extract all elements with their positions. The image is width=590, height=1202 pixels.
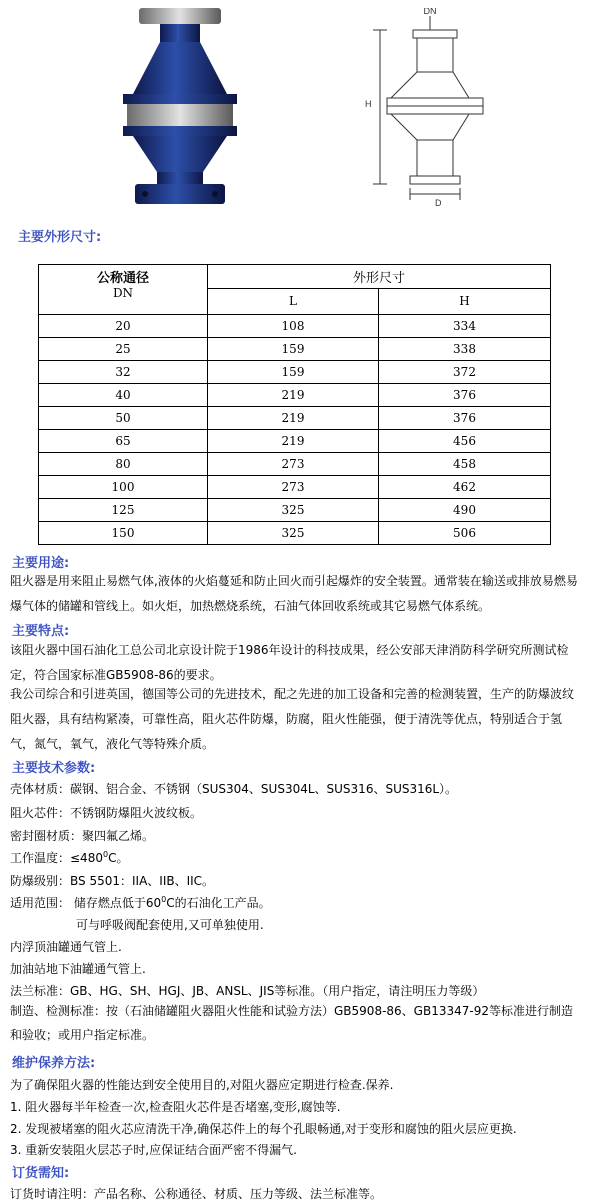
cell-h: 372	[379, 361, 551, 384]
table-row	[39, 338, 551, 361]
cell-dn: 100	[39, 476, 208, 499]
cell-h: 458	[379, 453, 551, 476]
cell-h: 338	[379, 338, 551, 361]
table-row	[39, 499, 551, 522]
param-scope-2: 可与呼吸阀配套使用,又可单独使用.	[76, 918, 264, 932]
cell-dn: 40	[39, 384, 208, 407]
cell-h: 334	[379, 315, 551, 338]
cell-l: 325	[208, 499, 379, 522]
cell-dn: 125	[39, 499, 208, 522]
section-heading-dimensions: 主要外形尺寸:	[18, 230, 102, 245]
maintenance-item-3: 3. 重新安装阻火层芯子时,应保证结合面严密不得漏气.	[10, 1143, 297, 1157]
drawing-label-dn: DN	[423, 8, 437, 16]
cell-h: 506	[379, 522, 551, 545]
features-text-1: 该阻火器中国石油化工总公司北京设计院于1986年设计的科技成果，经公安部天津消防科学研究所测试检定，符合国家标准GB5908-86的要求。	[10, 643, 569, 682]
param-scope-3: 内浮顶油罐通气管上.	[10, 940, 122, 954]
cell-l: 219	[208, 384, 379, 407]
section-heading-features: 主要特点:	[12, 624, 70, 639]
param-scope: 适用范围： 储存燃点低于$60^0C$的石油化工产品。	[10, 895, 271, 910]
table-row	[39, 453, 551, 476]
table-row	[39, 361, 551, 384]
cell-l: 219	[208, 407, 379, 430]
cell-h: 376	[379, 407, 551, 430]
use-text: 阻火器是用来阻止易燃气体,液体的火焰蔓延和防止回火而引起爆炸的安全装置。通常装在输送或排放易燃易爆气体的储罐和管线上。如火炬，加热燃烧系统，石油气体回收系统或其它易燃气体系统。	[10, 574, 578, 613]
param-core: 阻火芯件：不锈钢防爆阻火波纹板。	[10, 806, 203, 820]
param-shell: 壳体材质：碳钢、铝合金、不锈钢（SUS304、SUS304L、SUS316、SUS316L）。	[10, 782, 458, 796]
cell-dn: 80	[39, 453, 208, 476]
cell-l: 159	[208, 361, 379, 384]
header-h: H	[379, 288, 551, 314]
cell-h: 490	[379, 499, 551, 522]
maintenance-item-1: 1. 阻火器每半年检查一次,检查阻火芯件是否堵塞,变形,腐蚀等.	[10, 1100, 341, 1114]
dimensions-table	[38, 264, 551, 545]
table-row	[39, 315, 551, 338]
table-row	[39, 476, 551, 499]
table-row	[39, 407, 551, 430]
product-photo	[115, 2, 245, 212]
cell-l: 273	[208, 476, 379, 499]
table-row	[39, 384, 551, 407]
cell-l: 159	[208, 338, 379, 361]
order-text: 订货时请注明：产品名称、公称通径、材质、压力等级、法兰标准等。	[10, 1187, 383, 1201]
maintenance-intro: 为了确保阻火器的性能达到安全使用目的,对阻火器应定期进行检查.保养.	[10, 1078, 394, 1092]
cell-dn: 50	[39, 407, 208, 430]
drawing-label-d: D	[435, 198, 442, 208]
header-dims: 外形尺寸	[208, 265, 551, 289]
table-row	[39, 522, 551, 545]
section-heading-params: 主要技术参数:	[12, 761, 96, 776]
param-flange: 法兰标准：GB、HG、SH、HGJ、JB、ANSL、JIS等标准。（用户指定，请注明压力等级）	[10, 984, 485, 998]
cell-l: 273	[208, 453, 379, 476]
param-standard: 制造、检测标准：按（石油储罐阻火器阻火性能和试验方法）GB5908-86、GB13347-92等标准进行制造和验收；或用户指定标准。	[10, 1004, 573, 1042]
table-row	[39, 430, 551, 453]
dimension-drawing	[355, 8, 505, 208]
features-text-2: 我公司综合和引进英国，德国等公司的先进技术，配之先进的加工设备和完善的检测装置，生产的防爆波纹阻火器，具有结构紧凑，可靠性高，阻火芯件防爆，防腐，阻火性能强，便于清洗等优点，特别适合于氢气，氮气，氧气，液化气等特殊介质。	[10, 687, 575, 751]
cell-dn: 65	[39, 430, 208, 453]
cell-dn: 150	[39, 522, 208, 545]
cell-dn: 20	[39, 315, 208, 338]
param-seal: 密封圈材质：聚四氟乙烯。	[10, 829, 155, 843]
cell-l: 219	[208, 430, 379, 453]
cell-l: 325	[208, 522, 379, 545]
param-scope-4: 加油站地下油罐通气管上.	[10, 962, 146, 976]
cell-dn: 25	[39, 338, 208, 361]
param-temp: 工作温度：$\le 480^0C$。	[10, 850, 129, 865]
cell-l: 108	[208, 315, 379, 338]
cell-dn: 32	[39, 361, 208, 384]
maintenance-item-2: 2. 发现被堵塞的阻火芯应清洗干净,确保芯件上的每个孔眼畅通,对于变形和腐蚀的阻火层应更换.	[10, 1122, 517, 1136]
cell-h: 456	[379, 430, 551, 453]
cell-h: 462	[379, 476, 551, 499]
section-heading-use: 主要用途:	[12, 556, 70, 571]
section-heading-maintenance: 维护保养方法:	[12, 1056, 96, 1071]
section-heading-order: 订货需知:	[12, 1166, 70, 1181]
header-dn: 公称通径 DN	[39, 265, 208, 315]
header-l: L	[208, 288, 379, 314]
cell-h: 376	[379, 384, 551, 407]
drawing-label-h: H	[365, 99, 372, 109]
param-explosion: 防爆级别：BS 5501：IIA、IIB、IIC。	[10, 874, 215, 888]
